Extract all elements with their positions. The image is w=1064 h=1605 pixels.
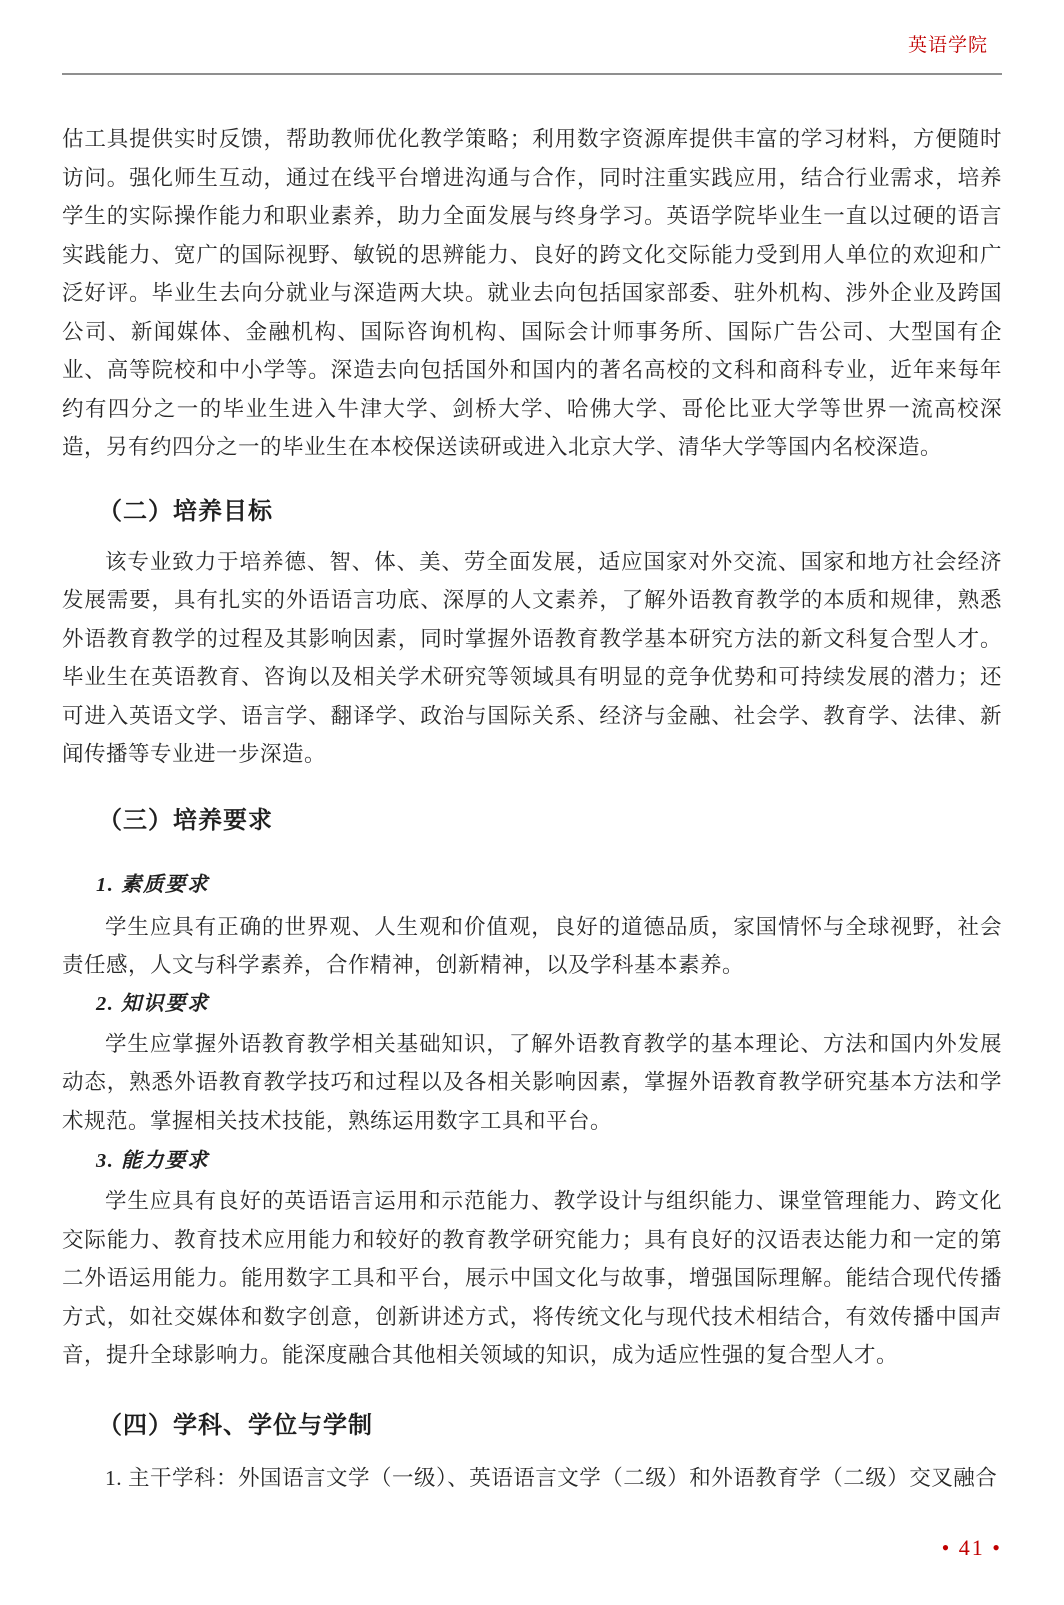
section-title-discipline-degree-duration: （四）学科、学位与学制 <box>98 1411 373 1439</box>
section-title-training-objectives: （二）培养目标 <box>98 497 273 525</box>
running-head: 英语学院 <box>907 35 988 56</box>
header-rule <box>62 73 1002 75</box>
page-number: • 41 • <box>941 1535 1002 1560</box>
intro-paragraph: 估工具提供实时反馈，帮助教师优化教学策略；利用数字资源库提供丰富的学习材料，方便随时访问。强化师生互动，通过在线平台增进沟通与合作，同时注重实践应用，结合行业需求，培养学生的实际操作能力和职业素养，助力全面发展与终身学习。英语学院毕业生一直以过硬的语言实践能力、宽广的国际视野、敏锐的思辨能力、良好的跨文化交际能力受到用人单位的欢迎和广泛好评。毕业生去向分就业与深造两大块。就业去向包括国家部委、驻外机构、涉外企业及跨国公司、新闻媒体、金融机构、国际咨询机构、国际会计师事务所、国际广告公司、大型国有企业、高等院校和中小学等。深造去向包括国外和国内的著名高校的文科和商科专业，近年来每年约有四分之一的毕业生进入牛津大学、剑桥大学、哈佛大学、哥伦比亚大学等世界一流高校深造，另有约四分之一的毕业生在本校保送读研或进入北京大学、清华大学等国内名校深造。 <box>62 127 1002 459</box>
ability-requirements-paragraph: 学生应具有良好的英语语言运用和示范能力、教学设计与组织能力、课堂管理能力、跨文化交际能力、教育技术应用能力和较好的教育教学研究能力；具有良好的汉语表达能力和一定的第二外语运用能力。能用数字工具和平台，展示中国文化与故事，增强国际理解。能结合现代传播方式，如社交媒体和数字创意，创新讲述方式，将传统文化与现代技术相结合，有效传播中国声音，提升全球影响力。能深度融合其他相关领域的知识，成为适应性强的复合型人才。 <box>62 1189 1002 1367</box>
subheading-quality-requirements: 1. 素质要求 <box>96 873 209 896</box>
quality-requirements-paragraph: 学生应具有正确的世界观、人生观和价值观，良好的道德品质，家国情怀与全球视野，社会责任感，人文与科学素养，合作精神，创新精神，以及学科基本素养。 <box>62 914 1002 977</box>
core-discipline-paragraph: 1. 主干学科：外国语言文学（一级）、英语语言文学（二级）和外语教育学（二级）交叉融合 <box>105 1465 998 1490</box>
section-title-training-requirements: （三）培养要求 <box>98 806 273 834</box>
knowledge-requirements-paragraph: 学生应掌握外语教育教学相关基础知识，了解外语教育教学的基本理论、方法和国内外发展动态，熟悉外语教育教学技巧和过程以及各相关影响因素，掌握外语教育教学研究基本方法和学术规范。掌握相关技术技能，熟练运用数字工具和平台。 <box>62 1031 1002 1133</box>
subheading-ability-requirements: 3. 能力要求 <box>96 1150 209 1172</box>
training-objectives-paragraph: 该专业致力于培养德、智、体、美、劳全面发展，适应国家对外交流、国家和地方社会经济发展需要，具有扎实的外语语言功底、深厚的人文素养，了解外语教育教学的本质和规律，熟悉外语教育教学的过程及其影响因素，同时掌握外语教育教学基本研究方法的新文科复合型人才。毕业生在英语教育、咨询以及相关学术研究等领域具有明显的竞争优势和可持续发展的潜力；还可进入英语文学、语言学、翻译学、政治与国际关系、经济与金融、社会学、教育学、法律、新闻传播等专业进一步深造。 <box>62 549 1002 766</box>
subheading-knowledge-requirements: 2. 知识要求 <box>96 992 209 1015</box>
